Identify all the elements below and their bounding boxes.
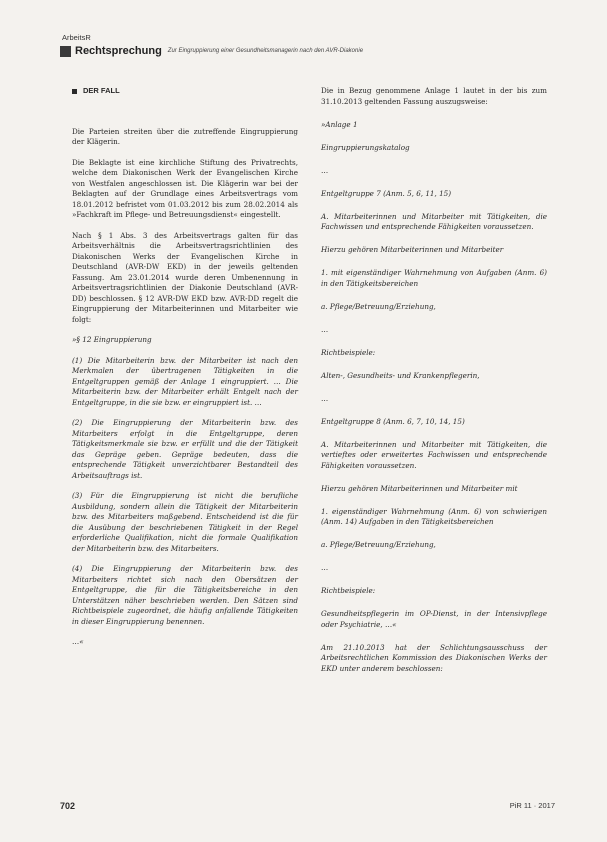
quote-line: … xyxy=(321,563,329,572)
quote-line: Gesundheitspflegerin im OP-Dienst, in der Intensivpflege oder Psychiatrie, …« xyxy=(321,609,547,629)
left-column xyxy=(72,86,298,658)
quote-line: (2) Die Eingruppierung der Mitarbeiterin bzw. des Mitarbeiters erfolgt in die Entgeltgruppe, deren Tätigkeitsmerkmale sie bzw. er erfüllt und die der Tätigkeit das Gepräge geben. Gepräge bedeuten, dass die entsprechende Tätigkeit unverzichtbarer Bestandteil des Arbeitsauftrags ist. xyxy=(72,418,298,480)
quote-line: (3) Für die Eingruppierung ist nicht die berufliche Ausbildung, sondern allein die Tätigkeit der Mitarbeiterin bzw. des Mitarbeiters maßgebend. Entscheidend ist die für die Ausübung der beschriebenen Tätigkeit in der Regel erforderliche Qualifikation, nicht die formale Qualifikation der Mitarbeiterin bzw. des Mitarbeiters. xyxy=(72,491,298,553)
quote-line: A. Mitarbeiterinnen und Mitarbeiter mit Tätigkeiten, die Fachwissen und entsprechende Fähigkeiten voraussetzen. xyxy=(321,211,547,231)
square-bullet-icon xyxy=(72,89,77,94)
quote-line: Hierzu gehören Mitarbeiterinnen und Mitarbeiter xyxy=(321,245,504,254)
quote-line: »Anlage 1 xyxy=(321,119,358,129)
quote-line: … xyxy=(321,324,329,334)
quote-line: (1) Die Mitarbeiterin bzw. der Mitarbeiter ist nach den Merkmalen der übertragenen Tätigkeiten in die Entgeltgruppen gemäß der Anlage 1 eingruppiert. … Die Mitarbeiterin bzw. der Mitarbeiter erhält Entgelt nach der Entgeltgruppe, in die sie bzw. er eingruppiert ist. … xyxy=(72,355,298,407)
quote-line: 1. mit eigenständiger Wahrnehmung von Aufgaben (Anm. 6) in den Tätigkeitsbereichen xyxy=(321,268,547,288)
paragraph: Die Parteien streiten über die zutreffende Eingruppierung der Klägerin. xyxy=(72,126,298,146)
header-square-icon xyxy=(60,46,71,57)
right-column xyxy=(321,86,547,687)
paragraph: Die Beklagte ist eine kirchliche Stiftung des Privatrechts, welche dem Diakonischen Werk der Evangelischen Kirche von Westfalen angeschlossen ist. Die Klägerin war bei der Beklagten auf der Grundlage eines Arbeitsvertrags vom 18.01.2012 befristet vom 01.03.2012 bis zum 28.02.2014 als »Fachkraft im Pflege- und Betreuungsdienst« eingestellt. xyxy=(72,157,298,219)
quote-line: A. Mitarbeiterinnen und Mitarbeiter mit Tätigkeiten, die vertieftes oder erweitertes Fachwissen und entsprechende Fähigkeiten voraussetzen. xyxy=(321,439,547,470)
quote-line: Eingruppierungskatalog xyxy=(321,142,410,152)
quote-line: Richtbeispiele: xyxy=(321,347,376,357)
paragraph: Die in Bezug genommene Anlage 1 lautet in der bis zum 31.10.2013 geltenden Fassung auszugsweise: xyxy=(321,86,547,106)
case-heading-text: DER FALL xyxy=(83,86,120,95)
paragraph: Nach § 1 Abs. 3 des Arbeitsvertrags galten für das Arbeitsverhältnis die Arbeitsvertragsrichtlinien des Diakonischen Werks der Evangelischen Kirche in Deutschland (AVR-DW EKD) in der jeweils geltenden Fassung. Am 23.01.2014 wurde deren Umbenennung in Arbeitsvertragsrichtlinien der Diakonie Deutschland (AVR-DD) beschlossen. § 12 AVR-DW EKD bzw. AVR-DD regelt die Eingruppierung der Mitarbeiterinnen und Mitarbeiter wie folgt: xyxy=(72,230,298,324)
quote-line: Entgeltgruppe 8 (Anm. 6, 7, 10, 14, 15) xyxy=(321,416,465,426)
quote-line: Am 21.10.2013 hat der Schlichtungsausschuss der Arbeitsrechtlichen Kommission des Diakonischen Werks der EKD unter anderem beschlossen: xyxy=(321,642,547,673)
quote-line: »§ 12 Eingruppierung xyxy=(72,335,152,344)
journal-issue: PiR 11 · 2017 xyxy=(509,801,555,810)
quote-line: a. Pflege/Betreuung/Erziehung, xyxy=(321,301,436,311)
quote-line: Richtbeispiele: xyxy=(321,586,376,595)
quote-line: Hierzu gehören Mitarbeiterinnen und Mitarbeiter mit xyxy=(321,483,518,493)
quote-line: Alten-, Gesundheits- und Krankenpflegerin, xyxy=(321,370,480,380)
section-subtitle: Zur Eingruppierung einer Gesundheitsmanagerin nach den AVR-Diakonie xyxy=(167,48,364,54)
quote-line: Entgeltgruppe 7 (Anm. 5, 6, 11, 15) xyxy=(321,188,452,198)
category-label: ArbeitsR xyxy=(62,33,91,42)
quote-line: a. Pflege/Betreuung/Erziehung, xyxy=(321,540,436,549)
quote-line: … xyxy=(321,165,329,175)
section-header xyxy=(60,44,548,58)
section-title: Rechtsprechung xyxy=(75,45,162,57)
page-number: 702 xyxy=(60,801,76,811)
quote-line: … xyxy=(321,393,329,403)
quote-line: (4) Die Eingruppierung der Mitarbeiterin bzw. des Mitarbeiters richtet sich nach den Obersätzen der Entgeltgruppe, die für die Tätigkeitsbereiche in den Unterstätzen näher beschrieben werden. Den Sätzen sind Richtbeispiele zugeordnet, die häufig anfallende Tätigkeiten in dieser Eingruppierung benennen. xyxy=(72,564,298,626)
quote-line: …« xyxy=(72,637,84,646)
quote-line: 1. eigenständiger Wahrnehmung (Anm. 6) von schwierigen (Anm. 14) Aufgaben in den Tätigkeitsbereichen xyxy=(321,506,547,526)
case-heading xyxy=(72,86,298,97)
